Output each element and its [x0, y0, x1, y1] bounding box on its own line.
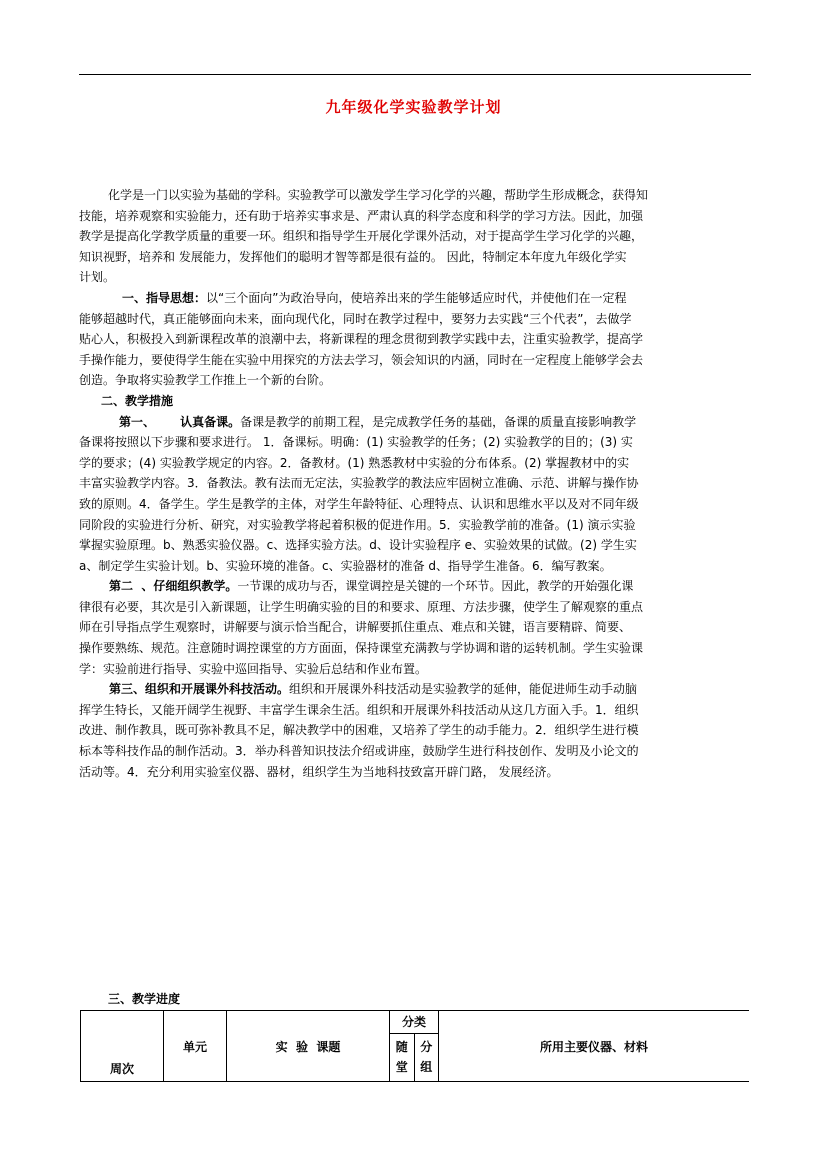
- intro-line: 计划。: [79, 270, 116, 285]
- section-1-line: 贴心人，积极投入到新课程改革的浪潮中去，将新课程的理念贯彻到教学实践中去，注重实验教学，提高学: [79, 332, 644, 347]
- section-1-line: 手操作能力，要使得学生能在实验中用探究的方法去学习，领会知识的内涵，同时在一定程度上能够学会去: [79, 352, 644, 367]
- measure-1-text: 备课是教学的前期工程，是完成教学任务的基础，备课的质量直接影响教学: [240, 414, 637, 429]
- document-body: [79, 185, 754, 782]
- measure-1-line: 学的要求；(4) 实验教学规定的内容。2．备教材。(1) 熟悉教材中实验的分布体系。(2) 掌握教材中的实: [79, 455, 630, 470]
- measure-1-line: 同阶段的实验进行分析、研究，对实验教学将起着积极的促进作用。5．实验教学前的准备。(1) 演示实验: [79, 517, 636, 532]
- intro-line: 知识视野，培养和 发展能力，发挥他们的聪明才智等都是很有益的。 因此，特制定本年度九年级化学实: [79, 249, 627, 264]
- header-unit: 单元: [164, 1011, 227, 1082]
- intro-line: 化学是一门以实验为基础的学科。实验教学可以激发学生学习化学的兴趣，帮助学生形成概念，获得知: [108, 188, 649, 202]
- measure-2-line: 师在引导指点学生观察时，讲解要与演示恰当配合，讲解要抓住重点、难点和关键，语言要精辟、简要、: [79, 620, 632, 635]
- header-category: 分类: [390, 1011, 439, 1034]
- measure-2-line: 学：实验前进行指导、实验中巡回指导、实验后总结和作业布置。: [79, 661, 428, 676]
- measure-3-text: 组织和开展课外科技活动是实验教学的延伸，能促进师生动手动脑: [289, 682, 638, 697]
- measure-2-heading: 第二 、仔细组织教学。: [109, 579, 238, 594]
- section-2-heading-line: [79, 391, 754, 412]
- header-sui: 随堂: [390, 1033, 415, 1081]
- section-2-heading: 二、教学措施: [101, 393, 174, 408]
- section-1-line: 能够超越时代，真正能够面向未来，面向现代化，同时在教学过程中，要努力去实践“三个代表”，去做学: [79, 311, 632, 326]
- header-fen: 分组: [414, 1033, 439, 1081]
- document-title: 九年级化学实验教学计划: [325, 98, 502, 116]
- measure-1-line: 备课将按照以下步骤和要求进行。 1．备课标。明确：(1) 实验教学的任务；(2) 实验教学的目的；(3) 实: [79, 435, 633, 450]
- header-rule: [79, 74, 751, 75]
- measure-2-text: 一节课的成功与否，课堂调控是关键的一个环节。因此，教学的开始强化课: [237, 579, 634, 594]
- intro-line: 教学是提高化学教学质量的重要一环。组织和指导学生开展化学课外活动，对于提高学生学习化学的兴趣，: [79, 229, 644, 244]
- section-1-first-line: [79, 288, 754, 309]
- section-1-line: 创造。争取将实验教学工作推上一个新的台阶。: [79, 373, 332, 388]
- measure-1-line: 丰富实验教学内容。3．备教法。教有法而无定法，实验教学的教法应牢固树立准确、示范、讲解与操作协: [79, 476, 639, 491]
- header-materials: 所用主要仪器、材料: [439, 1011, 750, 1082]
- measure-3-heading: 第三、组织和开展课外科技活动。: [109, 682, 290, 697]
- measure-1-line: 掌握实验原理。b、熟悉实验仪器。c、选择实验方法。d、设计实验程序 e、实验效果的试做。(2) 学生实: [79, 538, 637, 553]
- measure-3-first-line: [79, 679, 754, 700]
- section-3-heading: 三、教学进度: [108, 992, 181, 1006]
- header-week: 周次: [81, 1011, 164, 1082]
- measure-2-line: 操作要熟练、规范。注意随时调控课堂的方方面面，保持课堂充满教与学协调和谐的运转机制。学生实验课: [79, 641, 644, 656]
- measure-3-line: 活动等。4．充分利用实验室仪器、器材，组织学生为当地科技致富开辟门路， 发展经济。: [79, 764, 559, 779]
- intro-line: 技能，培养观察和实验能力，还有助于培养实事求是、严肃认真的科学态度和科学的学习方法。因此，加强: [79, 208, 644, 223]
- measure-1-heading: 第一、 认真备课。: [119, 414, 241, 429]
- measure-1-line: 致的原则。4．备学生。学生是教学的主体，对学生年龄特征、心理特点、认识和思维水平以及对不同年级: [79, 496, 639, 511]
- measure-2-first-line: [79, 576, 754, 597]
- measure-2-line: 律很有必要，其次是引入新课题，让学生明确实验的目的和要求、原理、方法步骤，使学生了解观察的重点: [79, 599, 644, 614]
- measure-3-line: 挥学生特长，又能开阔学生视野、丰富学生课余生活。组织和开展课外科技活动从这几方面入手。1．组织: [79, 702, 639, 717]
- measure-1-first-line: [79, 412, 754, 433]
- measure-3-line: 标本等科技作品的制作活动。3．举办科普知识技法介绍或讲座，鼓励学生进行科技创作、发明及小论文的: [79, 744, 639, 759]
- schedule-table: [80, 1010, 749, 1082]
- section-1-heading: 一、指导思想：: [122, 290, 207, 305]
- measure-3-line: 改进、制作教具，既可弥补教具不足，解决教学中的困难，又培养了学生的动手能力。2．组织学生进行模: [79, 723, 639, 738]
- section-1-text: 以“三个面向”为政治导向，使培养出来的学生能够适应时代，并使他们在一定程: [206, 290, 627, 305]
- measure-1-line: a、制定学生实验计划。b、实验环境的准备。c、实验器材的准备 d、指导学生准备。6．编写教案。: [79, 558, 612, 573]
- header-lesson: 实 验 课题: [227, 1011, 390, 1082]
